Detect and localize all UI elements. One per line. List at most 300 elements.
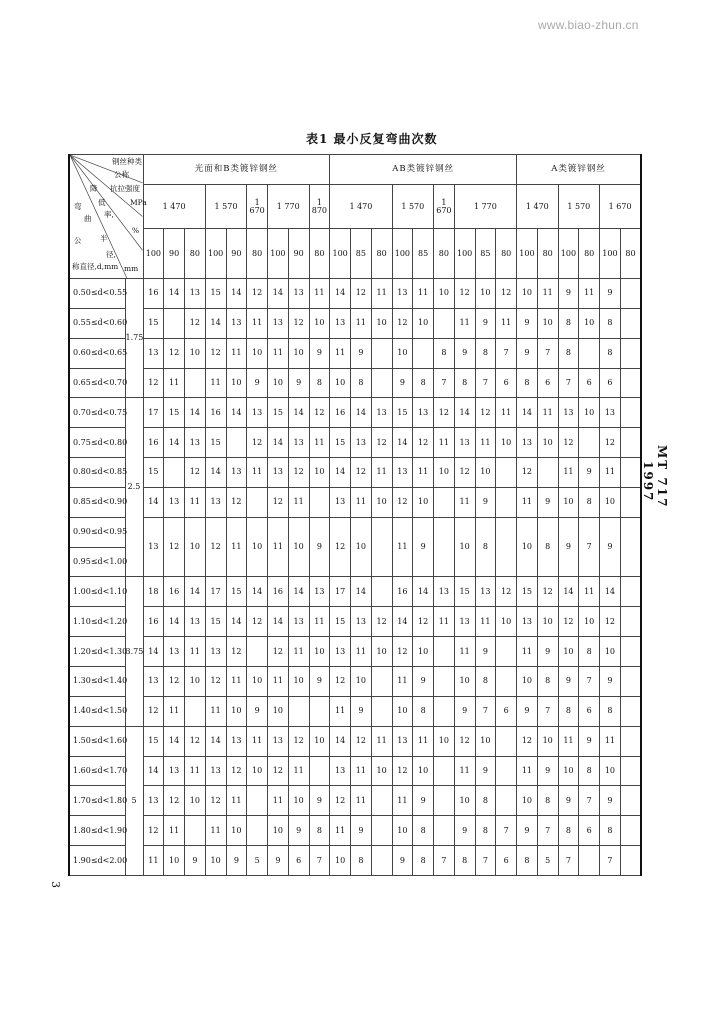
bend-count-cell: 14 [330, 279, 351, 309]
bend-count-cell: 13 [413, 398, 434, 428]
bend-count-cell: 10 [226, 816, 247, 846]
bend-count-cell: 11 [205, 368, 226, 398]
strength-1670-smooth: 1 670 [247, 185, 268, 229]
bend-count-cell: 8 [517, 368, 538, 398]
bend-count-cell: 8 [475, 816, 496, 846]
bend-count-cell: 9 [288, 368, 309, 398]
bend-count-cell: 12 [351, 458, 372, 488]
bend-count-cell: 12 [309, 398, 330, 428]
bend-count-cell: 13 [330, 487, 351, 517]
bend-count-cell: 14 [164, 726, 185, 756]
bend-count-cell: 9 [351, 696, 372, 726]
rate-header: 100 [558, 229, 579, 279]
rate-header: 80 [247, 229, 268, 279]
bend-count-cell: 10 [247, 517, 268, 577]
bend-count-cell: 10 [517, 666, 538, 696]
bend-count-cell: 9 [600, 517, 621, 577]
bend-count-cell: 9 [558, 279, 579, 309]
bend-count-cell [185, 368, 206, 398]
bend-count-cell: 10 [268, 816, 289, 846]
bend-count-cell: 12 [205, 666, 226, 696]
bend-count-cell: 10 [226, 368, 247, 398]
bend-count-cell: 11 [600, 726, 621, 756]
bend-count-cell: 8 [413, 368, 434, 398]
bend-count-cell [309, 756, 330, 786]
bend-count-cell: 10 [268, 368, 289, 398]
bend-count-cell: 6 [496, 846, 517, 876]
bend-count-cell: 7 [600, 846, 621, 876]
bend-count-cell: 11 [268, 786, 289, 816]
rate-header: 80 [620, 229, 641, 279]
bend-count-cell: 13 [143, 666, 164, 696]
table-row [69, 487, 641, 517]
table-row [69, 816, 641, 846]
bend-count-cell: 10 [413, 308, 434, 338]
bend-count-cell: 10 [247, 666, 268, 696]
bend-count-cell: 11 [185, 487, 206, 517]
bend-count-cell: 7 [558, 846, 579, 876]
bend-count-cell: 9 [351, 338, 372, 368]
diameter-range: 0.95≤d<1.00 [69, 547, 125, 577]
diameter-range: 1.30≤d<1.40 [69, 666, 125, 696]
bend-count-cell: 9 [247, 696, 268, 726]
bend-count-cell [434, 696, 455, 726]
bend-count-cell: 13 [434, 577, 455, 607]
rate-header: 100 [454, 229, 475, 279]
diameter-range: 0.70≤d<0.75 [69, 398, 125, 428]
bend-count-cell: 9 [454, 696, 475, 726]
bend-count-cell [620, 398, 641, 428]
bend-count-cell: 10 [537, 308, 558, 338]
diameter-range: 1.70≤d<1.80 [69, 786, 125, 816]
diameter-range: 1.80≤d<1.90 [69, 816, 125, 846]
bend-count-cell: 5 [247, 846, 268, 876]
bend-count-cell: 14 [143, 756, 164, 786]
table-row [69, 338, 641, 368]
bend-count-cell: 11 [247, 726, 268, 756]
bend-count-cell: 11 [268, 338, 289, 368]
rate-header: 90 [164, 229, 185, 279]
bend-count-cell [620, 696, 641, 726]
bend-count-cell [620, 846, 641, 876]
bend-count-cell: 15 [143, 458, 164, 488]
bend-count-cell [620, 338, 641, 368]
bend-count-cell: 10 [413, 637, 434, 667]
bend-count-cell [579, 846, 600, 876]
bend-count-cell: 10 [288, 786, 309, 816]
bend-count-cell: 13 [185, 607, 206, 637]
bend-count-cell: 9 [600, 666, 621, 696]
bend-count-cell: 11 [454, 487, 475, 517]
bend-count-cell: 12 [558, 607, 579, 637]
bend-count-cell [247, 786, 268, 816]
bend-count-cell: 16 [143, 607, 164, 637]
bend-count-cell: 14 [268, 428, 289, 458]
corner-bend2: 曲 [84, 214, 92, 223]
bend-count-cell: 12 [392, 637, 413, 667]
table-row [69, 398, 641, 428]
diameter-range: 0.60≤d<0.65 [69, 338, 125, 368]
group-a: A类镀锌钢丝 [517, 155, 642, 185]
bend-count-cell: 11 [143, 846, 164, 876]
bend-count-cell: 9 [288, 816, 309, 846]
bend-count-cell: 8 [517, 846, 538, 876]
bend-count-cell: 8 [600, 816, 621, 846]
bend-count-cell [579, 338, 600, 368]
bend-count-cell [371, 517, 392, 577]
bend-count-cell: 12 [454, 279, 475, 309]
bend-count-cell: 7 [434, 846, 455, 876]
bend-count-cell: 6 [496, 696, 517, 726]
bend-count-cell: 6 [600, 368, 621, 398]
rate-header: 80 [496, 229, 517, 279]
bend-count-cell: 7 [558, 368, 579, 398]
bend-count-cell: 10 [392, 696, 413, 726]
bend-count-cell: 10 [247, 338, 268, 368]
bend-count-cell: 13 [351, 428, 372, 458]
bend-count-cell: 12 [351, 279, 372, 309]
bend-count-cell: 9 [517, 308, 538, 338]
bend-count-cell: 12 [247, 279, 268, 309]
bend-count-cell: 14 [226, 279, 247, 309]
bend-count-cell: 14 [558, 577, 579, 607]
bend-count-cell: 17 [330, 577, 351, 607]
bend-count-cell: 13 [205, 756, 226, 786]
bend-count-cell: 10 [558, 756, 579, 786]
bend-count-cell: 11 [496, 308, 517, 338]
bend-count-cell [496, 637, 517, 667]
bend-count-cell: 9 [392, 846, 413, 876]
bend-count-cell: 10 [454, 786, 475, 816]
bend-count-cell: 12 [371, 607, 392, 637]
bend-count-cell [371, 368, 392, 398]
bend-count-cell [185, 696, 206, 726]
rate-header: 80 [309, 229, 330, 279]
bend-count-cell: 9 [517, 816, 538, 846]
bend-count-cell [288, 696, 309, 726]
bend-count-cell: 15 [330, 428, 351, 458]
bend-count-cell: 14 [330, 458, 351, 488]
bend-count-cell: 9 [517, 696, 538, 726]
bend-count-cell: 10 [330, 846, 351, 876]
bend-count-cell: 6 [579, 368, 600, 398]
bend-count-cell [371, 577, 392, 607]
bend-count-cell: 13 [164, 487, 185, 517]
rate-header: 100 [143, 229, 164, 279]
strength-1570-ab: 1 570 [392, 185, 434, 229]
bend-count-cell: 10 [600, 756, 621, 786]
bend-count-cell [434, 487, 455, 517]
standard-code: MT 717 [655, 445, 669, 509]
bend-count-cell: 10 [496, 428, 517, 458]
bend-count-cell: 7 [496, 816, 517, 846]
corner-diam: 称直径,d,mm [72, 262, 119, 271]
bend-count-cell: 12 [413, 607, 434, 637]
strength-1470-a: 1 470 [517, 185, 559, 229]
bend-count-cell: 8 [600, 308, 621, 338]
bend-count-cell: 12 [288, 726, 309, 756]
bend-count-cell: 10 [185, 666, 206, 696]
bend-count-cell [434, 666, 455, 696]
diameter-range: 1.40≤d<1.50 [69, 696, 125, 726]
corner-nom2: 公 [74, 236, 82, 245]
bend-count-cell [537, 458, 558, 488]
table-row [69, 458, 641, 488]
bend-count-cell [164, 458, 185, 488]
bend-count-cell [434, 786, 455, 816]
bend-count-cell: 9 [579, 726, 600, 756]
bend-count-cell: 10 [309, 308, 330, 338]
diameter-range: 1.60≤d<1.70 [69, 756, 125, 786]
bend-count-cell: 15 [226, 577, 247, 607]
rate-header: 100 [517, 229, 538, 279]
bend-count-cell [620, 428, 641, 458]
bend-count-cell: 10 [185, 338, 206, 368]
bend-count-cell: 11 [205, 816, 226, 846]
bend-count-cell: 9 [537, 756, 558, 786]
bend-count-cell: 15 [143, 726, 164, 756]
bend-count-cell: 14 [185, 577, 206, 607]
bend-count-cell: 9 [392, 368, 413, 398]
table-title: 表1 最小反复弯曲次数 [306, 132, 438, 146]
table-row [69, 696, 641, 726]
bend-count-cell: 12 [205, 338, 226, 368]
bend-count-cell: 9 [475, 756, 496, 786]
standard-side-label [641, 445, 669, 508]
bend-count-cell: 13 [392, 458, 413, 488]
bend-count-cell: 11 [309, 607, 330, 637]
table-row [69, 637, 641, 667]
bend-count-cell: 12 [330, 517, 351, 577]
bend-count-cell: 12 [268, 487, 289, 517]
table-row [69, 726, 641, 756]
table-row [69, 756, 641, 786]
bend-count-cell [371, 696, 392, 726]
bend-radius: 2.5 [125, 398, 143, 577]
bend-count-cell: 9 [475, 487, 496, 517]
bend-count-cell: 9 [558, 666, 579, 696]
bend-count-cell: 7 [496, 338, 517, 368]
bend-count-cell: 11 [185, 756, 206, 786]
bend-count-cell: 11 [288, 487, 309, 517]
bend-count-cell: 10 [579, 308, 600, 338]
bend-count-cell: 15 [205, 279, 226, 309]
bend-count-cell: 11 [226, 666, 247, 696]
bend-count-cell: 12 [164, 786, 185, 816]
bend-count-cell: 9 [309, 517, 330, 577]
bend-count-cell: 11 [351, 487, 372, 517]
table-body [69, 279, 641, 876]
bend-count-cell: 13 [143, 786, 164, 816]
bend-count-cell: 10 [454, 517, 475, 577]
bend-count-cell: 13 [454, 607, 475, 637]
bend-count-cell: 12 [143, 696, 164, 726]
bend-count-cell: 10 [351, 666, 372, 696]
bend-count-cell: 11 [475, 607, 496, 637]
bend-count-cell: 12 [496, 577, 517, 607]
strength-1770-smooth: 1 770 [268, 185, 310, 229]
bend-count-cell [620, 517, 641, 577]
bend-count-cell: 11 [330, 696, 351, 726]
bend-count-cell: 12 [247, 428, 268, 458]
bend-count-cell: 8 [454, 846, 475, 876]
bend-count-cell: 8 [537, 517, 558, 577]
bend-count-cell: 10 [185, 786, 206, 816]
bend-count-cell: 12 [288, 458, 309, 488]
bend-count-cell: 12 [185, 726, 206, 756]
bend-count-cell: 10 [413, 487, 434, 517]
bend-count-cell [496, 756, 517, 786]
bend-count-cell: 14 [205, 308, 226, 338]
corner-rate: 率, [104, 210, 114, 219]
rate-header: 80 [579, 229, 600, 279]
bend-count-cell: 10 [600, 487, 621, 517]
rate-header: 80 [537, 229, 558, 279]
bend-count-cell: 10 [537, 428, 558, 458]
bend-count-cell: 13 [517, 428, 538, 458]
bend-count-cell: 11 [392, 517, 413, 577]
bend-count-table [68, 154, 642, 876]
bend-count-cell: 11 [351, 637, 372, 667]
bend-count-cell: 10 [371, 308, 392, 338]
corner-tensile: 抗拉强度 [110, 184, 140, 193]
bend-count-cell: 11 [247, 458, 268, 488]
bend-count-cell: 9 [185, 846, 206, 876]
bend-count-cell: 9 [600, 279, 621, 309]
bend-count-cell: 9 [475, 308, 496, 338]
bend-count-cell: 14 [143, 637, 164, 667]
bend-count-cell: 11 [164, 816, 185, 846]
corner-nominal: 公称 [114, 170, 129, 179]
bend-count-cell: 11 [351, 756, 372, 786]
bend-count-cell: 12 [392, 308, 413, 338]
bend-count-cell: 13 [185, 279, 206, 309]
corner-reduce1: 降 [90, 184, 98, 193]
bend-count-cell: 10 [434, 458, 455, 488]
bend-count-cell [620, 308, 641, 338]
bend-count-cell: 12 [226, 756, 247, 786]
bend-radius: 3.75 [125, 577, 143, 726]
bend-count-cell: 8 [558, 308, 579, 338]
bend-count-cell: 13 [143, 517, 164, 577]
bend-count-cell: 13 [205, 637, 226, 667]
bend-count-cell: 10 [392, 816, 413, 846]
bend-count-cell: 8 [413, 696, 434, 726]
strength-1770-ab: 1 770 [454, 185, 516, 229]
corner-percent: % [132, 226, 140, 235]
rate-header: 80 [185, 229, 206, 279]
bend-count-cell: 11 [454, 637, 475, 667]
corner-mpa: MPa [130, 198, 147, 207]
bend-count-cell: 14 [392, 428, 413, 458]
bend-count-cell: 9 [454, 816, 475, 846]
bend-count-cell: 10 [164, 846, 185, 876]
bend-count-cell: 13 [392, 279, 413, 309]
bend-count-cell: 10 [579, 398, 600, 428]
bend-count-cell: 12 [558, 428, 579, 458]
bend-count-cell: 8 [413, 846, 434, 876]
diameter-range: 0.50≤d<0.55 [69, 279, 125, 309]
bend-count-cell: 9 [558, 786, 579, 816]
bend-count-cell [434, 517, 455, 577]
bend-count-cell: 11 [185, 637, 206, 667]
bend-count-cell: 10 [392, 338, 413, 368]
bend-count-cell [496, 487, 517, 517]
bend-count-cell: 15 [268, 398, 289, 428]
bend-count-cell: 12 [226, 487, 247, 517]
bend-count-cell: 13 [330, 637, 351, 667]
bend-count-cell: 10 [454, 666, 475, 696]
bend-count-cell [247, 816, 268, 846]
bend-count-cell [371, 338, 392, 368]
bend-count-cell: 6 [288, 846, 309, 876]
bend-count-cell: 13 [392, 726, 413, 756]
bend-count-cell: 6 [537, 368, 558, 398]
bend-count-cell: 16 [164, 577, 185, 607]
bend-count-cell: 11 [558, 458, 579, 488]
bend-count-cell: 10 [205, 846, 226, 876]
diameter-range: 0.90≤d<0.95 [69, 517, 125, 547]
bend-count-cell: 11 [330, 816, 351, 846]
diameter-range: 1.50≤d<1.60 [69, 726, 125, 756]
bend-count-cell: 11 [226, 338, 247, 368]
bend-count-cell: 10 [371, 756, 392, 786]
bend-count-cell: 9 [558, 517, 579, 577]
bend-count-cell: 11 [226, 517, 247, 577]
table-row [69, 428, 641, 458]
bend-count-cell: 6 [579, 696, 600, 726]
bend-count-cell: 10 [371, 637, 392, 667]
bend-count-cell: 11 [351, 308, 372, 338]
bend-count-cell: 11 [288, 637, 309, 667]
bend-count-cell: 7 [537, 696, 558, 726]
bend-count-cell [185, 816, 206, 846]
corner-mm: mm [124, 264, 139, 273]
rate-header: 85 [413, 229, 434, 279]
bend-count-cell: 11 [517, 487, 538, 517]
bend-count-cell [371, 816, 392, 846]
strength-1470-ab: 1 470 [330, 185, 392, 229]
bend-count-cell: 9 [475, 637, 496, 667]
bend-count-cell: 10 [288, 338, 309, 368]
rate-header-row [69, 229, 641, 279]
bend-count-cell: 13 [371, 398, 392, 428]
bend-count-cell [164, 308, 185, 338]
bend-count-cell: 14 [268, 279, 289, 309]
bend-count-cell: 8 [309, 368, 330, 398]
bend-count-cell: 11 [371, 279, 392, 309]
bend-count-cell: 13 [475, 577, 496, 607]
bend-count-cell: 14 [185, 398, 206, 428]
bend-count-cell: 9 [247, 368, 268, 398]
bend-count-cell: 11 [392, 666, 413, 696]
bend-count-cell: 12 [330, 666, 351, 696]
bend-count-cell: 13 [517, 607, 538, 637]
rate-header: 100 [330, 229, 351, 279]
bend-count-cell: 14 [517, 398, 538, 428]
bend-count-cell [247, 487, 268, 517]
bend-count-cell: 12 [185, 308, 206, 338]
bend-radius: 1.75 [125, 279, 143, 398]
bend-count-cell [496, 666, 517, 696]
bend-count-cell [496, 517, 517, 577]
bend-count-cell: 10 [288, 666, 309, 696]
bend-count-cell: 12 [185, 458, 206, 488]
bend-count-cell: 12 [392, 487, 413, 517]
bend-count-cell: 10 [434, 279, 455, 309]
bend-count-cell [620, 637, 641, 667]
standard-year: 1997 [641, 461, 655, 503]
